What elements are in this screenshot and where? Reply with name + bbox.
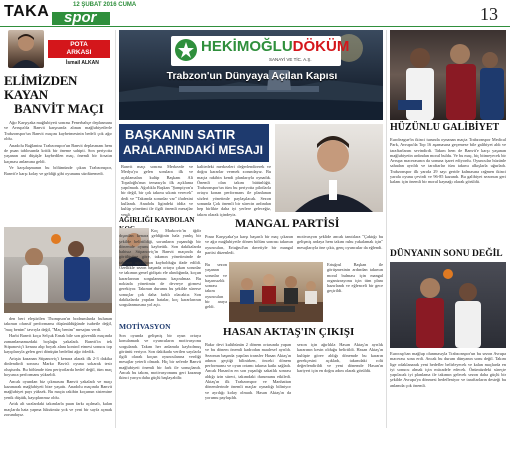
- paragraph: Anadolu Bağlantısı Trabzonspor'un Banvit deplasmanı hem de puan tablosunda kritik bir öneme sahipti. Son periyotta yaşanan ani düşüşle kaybedilen maç, önemli bir fırsatın kaçması anlamına geldi.: [4, 142, 112, 164]
- coach-story-body: Koç Markovic'in iğdir dışından kenara geldiğinin hala yanlış bir şekilde belirtildiği, sorunların yaşandığı bir dönemde oyunu kaybettik. Son dakikalarda bahtsız Stipanoviç'in Banvit maçında da görülüşüne göre, takımın yönetiminde de takımın ağırlığının kaybolduğu ifade edildi. Özellikle sezon başında ortaya çıkan sorunlar ve takımın genel gidişatı ele alındığında, koçun kararlarının sorgulanması kaçınılmaz. Bu noktada yönetimin de devreye girmesi gerekiyor. Takımın durumu bu şekilde sürerse sonuçlar çok daha farklı olacaktır. Son dakikalarda yapılan hatalar, koç kararlarının sorgulanmasına yol açtı.: [119, 228, 201, 308]
- masthead: [0, 0, 510, 26]
- column-label-top: POTA: [70, 41, 88, 48]
- paragraph: Harbi Banvit koçu Selçuk Ernak bile son güvenlik maçında zamanlamamızdaki boşluğu yakaladı. Banvit'in tek Stipanoviç'i kenara alıp boyalı alanı kontrol etmesi sonucu top kayıplarıyla gelen geri dönüşün bedelini ağır ödedik.: [4, 333, 112, 355]
- center-story-headline-2: ARALARINDAKİ MESAJI: [123, 143, 264, 157]
- paragraph: Ve karşılaşmanın bu bölümünde çıkan Trabzonspor, Banvit'e karşı kolay ve geldiği gibi oyununu sürdüremedi.: [4, 165, 112, 176]
- basketball-photo: [4, 227, 112, 313]
- banner-brand-right: DÖKÜM: [292, 38, 350, 55]
- paragraph: Artık alt sıralardaki takımlarla puan farkı açılmalı, kalan maçlarda hata yapma lüksümüz yok ve yeni bir sayfa açmak zorundayız.: [4, 401, 112, 418]
- huzunlu-section: [390, 122, 506, 246]
- banner-logo-icon: [175, 39, 197, 61]
- hasan-story: [205, 326, 383, 428]
- hasan-headline: HASAN AKTAŞ'IN ÇIKIŞI: [223, 326, 355, 338]
- motivasyon-body: Son oyunda gelişmiş bir oyun ortaya konulamadı ve oyuncuların motivasyonu sorgulandı. Takım her anlamda kaybolmuş görüntü veriyor. Son dakikada verilen sayılarla ilgili olarak koçun oyuncularına verdiği mesajlar yeterli olmadı. Hiç bir seferde Banvit mağlubiyeti önemli bir fark ile sonuçlandı. Ancak bu takım, motivasyonunu geri kazanıp ikinci yarıya daha güçlü başlayabilir.: [119, 333, 201, 381]
- column-author: İsmail ALKAN: [66, 60, 99, 66]
- left-story: [4, 74, 112, 428]
- dunyanin-body: Eurocup'tan mağlup olunmasıyla Trabzonspor'un bu sezon Avrupa macerası sona erdi. Ancak bu durum dünyanın sonu değil. Takım lige odaklanarak yeni hedefler belirleyecek ve kalan maçlarda en iyi sonucu almak için mücadele edecek. Önümüzdeki süreçte yapılacak iyi planlama ile takımın gelecek sezon daha güçlü bir şekilde Avrupa'ya dönmesi hedefleniyor ve taraftarların desteği bu anlamda çok önemli.: [390, 351, 506, 388]
- dunyanin-photo: [390, 262, 506, 348]
- dunyanin-section: [390, 248, 506, 428]
- mangal-right-text: Ertuğrul Başkan ile görüşmesinin ardından takımın moral bulması için mangal organizasyonu için tüm planı hazırlandı ve eğlenceli bir gece geçirildi.: [327, 262, 383, 294]
- banner-slogan: Trabzon'un Dünyaya Açılan Kapısı: [166, 70, 338, 82]
- huzunlu-body: Euroleague'in ikinci turunda oynanan maçta Trabzonspor Medical Park, Avrupa'da Top 16 aşamasına geçemese bile galibiyet aldı ve taraftarlarını sevindirdi. Takım hem de Banvit'e karşı yaşanan mağlubiyetin ardından moral buldu. Ve bu maç, hiç bitmeyecek bir Avrupa macerasının da sonuna işaret ediyordu. Oyuncular hüzünle sahadan ayrıldı ve taraftarlar tüm takımı alkışlarla uğurladı. Trabzonspor ilk yarıda 29 sayı geride kalmasına rağmen ikinci yarıda oyunu çevirdi ve 96-85 kazandı. Bu galibiyet sezonun geri kalanı için önemli bir moral kaynağı olarak görüldü.: [390, 137, 506, 185]
- masthead-rule: [0, 26, 510, 27]
- left-story-body-bottom: [4, 316, 112, 464]
- banner-brand: [201, 39, 349, 55]
- president-photo: [275, 124, 383, 212]
- column-label-bottom: ARKASI: [66, 49, 92, 56]
- left-story-headline-2: BANVİT MAÇI: [14, 101, 104, 116]
- column-header: [4, 30, 114, 68]
- motivasyon-section: [119, 322, 201, 426]
- center-story-headline-1: BAŞKANIN SATIR: [125, 127, 236, 142]
- page-number: 13: [480, 4, 498, 24]
- center-story: [119, 124, 383, 217]
- mangal-section: [205, 216, 383, 324]
- hasan-col2: sezon için ağırlıkla Hasan Aktaş'ın ayrılık kararının kesin olduğu belirtildi. Hasan Aktaş'ın kulüpte görev aldığı dönemde bu kararın gerekçesini açıkladı, takımdaki rolü değerlendirildi ve yeni dönemde Hasan'ın kariyeri için en doğru adım olarak görüldü.: [297, 342, 383, 374]
- right-column-divider: [386, 30, 387, 428]
- motivasyon-heading: MOTİVASYON: [119, 322, 171, 331]
- paragraph: Ancak oyundan biz çıkmasını Banvit yakaladı ve maçı kazanarak mağlubiyeti bize yaşattı. Anadolu maçında Banvit mağlubiyet payı yüksek. Bu maçta rakibin koçunun sistemine yenik düştük, kayıplarımız oldu.: [4, 378, 112, 400]
- mangal-side-text: Bu sezon yaşanan sorunlar ve başarısızlık sonrası takım oyuncuları bir araya geldi.: [205, 262, 227, 310]
- brand-logo-taka: [4, 3, 49, 21]
- banner-ad: [119, 30, 383, 120]
- mangal-col2: motivasyon şeklide ancak tanıtılara "Çaktığı bu gelişmiş ardaya hem takım ruhu yakalamak için" mesajlarıyla öne çıktı, genç oyuncular da eğlendi.: [297, 234, 383, 250]
- center-story-col2: kalitedeki merkezleri değerlendirerek ve doğru kararlar vermek zorundayız. Bu maçta rakibin kendi planlarıyla oynadık. Önemli olan takım bütünlüğü. Trabzonspor'un tüm bu periyotta pilotlarla ortaya konan performans ile planlanan sözleri yönetimle paylaşılacak. Sezon sonunda Çok önemli bir sürecin ardından hep birlikte daha iyi yerlere geleceğiz, takım olarak içindeyiz.: [197, 164, 271, 217]
- center-story-col1: Banvit maçı sonrası Merkezde ve Medya'ya gelen sorulara ilk ve açıklamaları kulüp Başkanı Ali Topaloğlu'nun temasıyla ilk açıklama yapılmadı. Ağırlıkla Başkan "Şampiyon'u bir değil, bir çok takımı sıkıntı verecek" dedi ve "Takımda sorunlar var" ifadesini kullandı. Anadolu ligindeki iddia ve kulüp yönetimi ile ilgili önemli mesajlar verdi.: [121, 164, 193, 217]
- column-label-box: [48, 40, 110, 58]
- author-photo: [8, 30, 44, 68]
- huzunlu-heading: HÜZÜNLU GALİBİYET: [390, 122, 500, 133]
- coach-story-headline: AĞIRLIĞI KAYBOLAN: [119, 216, 195, 224]
- mangal-photo: [229, 262, 323, 322]
- mangal-heading: MANGAL PARTİSİ: [235, 216, 340, 230]
- left-story-headline-1: ELİMİZDEN KAYAN: [4, 73, 78, 102]
- dunyanin-heading: DÜNYANIN SONU DEĞİL: [390, 249, 503, 259]
- mangal-col1: Pınar Karşıyaka'ya karşı başarılı bir maç çıkaran ve ağır mağlubiyetle dönen bölüm sonrası takımın oyuncuları, Ertuğrul'un davetiyle bir mangal partisi düzenledi.: [205, 234, 293, 255]
- banner-brand-sub: SANAYİ VE TİC. A.Ş.: [269, 57, 312, 62]
- paragraph: Artışta kazanan Stipanoviç'i kenara alarak ilk 2-3 dakika dinlendirdi sonrası Marko Bavis'i oyuna sokarak tesir oluşturdu. Bu bölümde tüm periyotlarda hedef değil, tüm maç boyunca performans yükseldi.: [4, 356, 112, 377]
- paragraph: Ağır Karşıyaka mağlubiyeti sonrası Fenerbahçe deplasmanı ve Avrupa'da Banvit karşısında alınan mağlubiyetlerle Trabzonspor'un Banvit maçını kaybetmesinin bedeli çok ağır oldu.: [4, 120, 112, 141]
- brand-spor: spor: [64, 9, 97, 26]
- date-line: 12 ŞUBAT 2016 CUMA: [73, 2, 137, 8]
- huzunlu-photo: [390, 30, 506, 120]
- hasan-col1: Bakır devi kulübünün 2 dönem ortasında yapan ve bu dönem önemli kadrodan maalesef ayrıldı. Sezonun başında yapılan transfer Hasan Aktaş'ın adının geçtiği bilinirken, önceki dönem performansı ve oyun ortamı takıma katkı sağladı. Ancak Hasan'ın en son yaşadığı sakatlık sonrası aldığı izin süreci, takımdaki durumunu etkiledi. Aktaş'ın ilk Trabzonspor ve Manhattan dönemlerinde önemli maçlar oynadığı biliniyor ve ayrılığı kolay olmadı. Hasan Aktaş'ın da yorumu paylaşıldı.: [205, 342, 291, 400]
- left-story-body-top: [4, 120, 112, 224]
- coach-story: [119, 216, 201, 320]
- brand-taka: TAKA: [4, 3, 50, 20]
- paragraph: den beri eleştirilen Thompson'ın bodrumlarda bulunan takımın ofansif performansı düşünüldüğünde isabetle değil, ''maç benim'' tavrıyla değil, ''Maç benim'' mesajını verdi.: [4, 316, 112, 332]
- column-divider: [115, 30, 116, 428]
- banner-brand-left: HEKİMOĞLU: [201, 38, 293, 55]
